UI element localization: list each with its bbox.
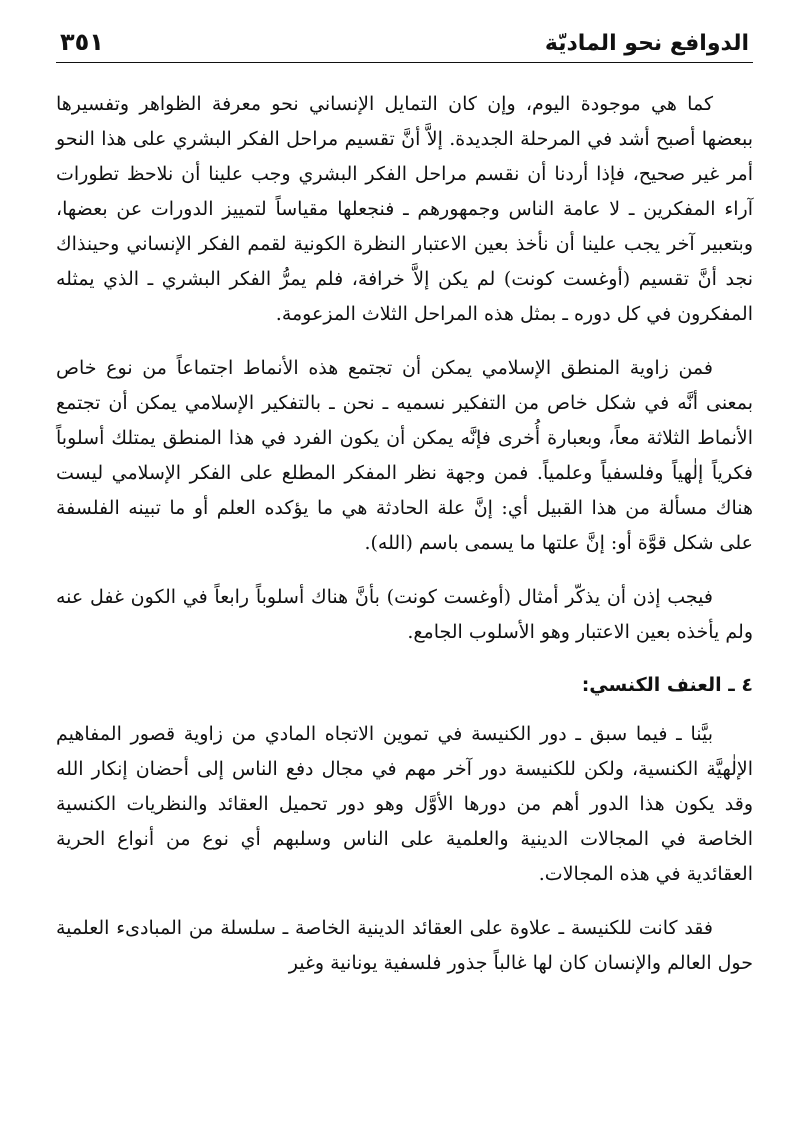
- page-number: ٣٥١: [60, 28, 104, 56]
- header-divider: [56, 62, 753, 63]
- paragraph-2: فمن زاوية المنطق الإسلامي يمكن أن تجتمع هذه الأنماط اجتماعاً من نوع خاص بمعنى أنَّه في شكل خاص من التفكير نسميه ـ نحن ـ بالتفكير الإسلامي يمكن أن تجتمع الأنماط الثلاثة معاً، وبعبارة أُخرى فإنَّه يمكن أن يكون الفرد في هذا المنطق يمتلك أسلوباً فكرياً إلٰهياً وفلسفياً وعلمياً. فمن وجهة نظر المفكر المطلع على الفكر الإسلامي ليست هناك مسألة من هذا القبيل أي: إنَّ علة الحادثة هي ما يؤكده العلم أو ما تبينه الفلسفة على شكل قوَّة أو: إنَّ علتها ما يسمى باسم (الله).: [56, 357, 753, 554]
- section-paragraph-1: بيَّنا ـ فيما سبق ـ دور الكنيسة في تموين الاتجاه المادي من زاوية قصور المفاهيم الإلٰهيَّة الكنسية، ولكن للكنيسة دور آخر مهم في مجال دفع الناس إلى أحضان إنكار الله وقد يكون هذا الدور أهم من دورها الأوَّل وهو دور تحميل العقائد والنظريات الكنسية الخاصة في المجالات الدينية والعلمية على الناس وسلبهم أي نوع من أنواع الحرية العقائدية في هذه المجالات.: [56, 723, 753, 885]
- paragraph-1: كما هي موجودة اليوم، وإن كان التمايل الإنساني نحو معرفة الظواهر وتفسيرها ببعضها أصبح أشد في المرحلة الجديدة. إلاَّ أنَّ تقسيم مراحل الفكر البشري على هذا النحو أمر غير صحيح، فإذا أردنا أن نقسم مراحل الفكر البشري وجب علينا أن نلاحظ تطورات آراء المفكرين ـ لا عامة الناس وجمهورهم ـ فنجعلها مقياساً لتمييز الدورات عن بعضها، وبتعبير آخر يجب علينا أن نأخذ بعين الاعتبار النظرة الكونية لقمم الفكر الإنساني وحينذاك نجد أنَّ تقسيم (أوغست كونت) لم يكن إلاَّ خرافة، فلم يمرُّ الفكر البشري ـ الذي يمثله المفكرون في كل دوره ـ بمثل هذه المراحل الثلاث المزعومة.: [56, 93, 753, 325]
- running-header: [56, 18, 753, 56]
- section-paragraph-2: فقد كانت للكنيسة ـ علاوة على العقائد الدينية الخاصة ـ سلسلة من المبادىء العلمية حول العالم والإنسان كان لها غالباً جذور فلسفية يونانية وغير: [56, 917, 753, 974]
- chapter-title: الدوافع نحو الماديّة: [544, 31, 749, 56]
- paragraph-3: فيجب إذن أن يذكّر أمثال (أوغست كونت) بأنَّ هناك أسلوباً رابعاً في الكون غفل عنه ولم يأخذه بعين الاعتبار وهو الأسلوب الجامع.: [56, 586, 753, 643]
- section-heading: ٤ ـ العنف الكنسي:: [581, 674, 753, 696]
- book-page: [56, 18, 753, 1136]
